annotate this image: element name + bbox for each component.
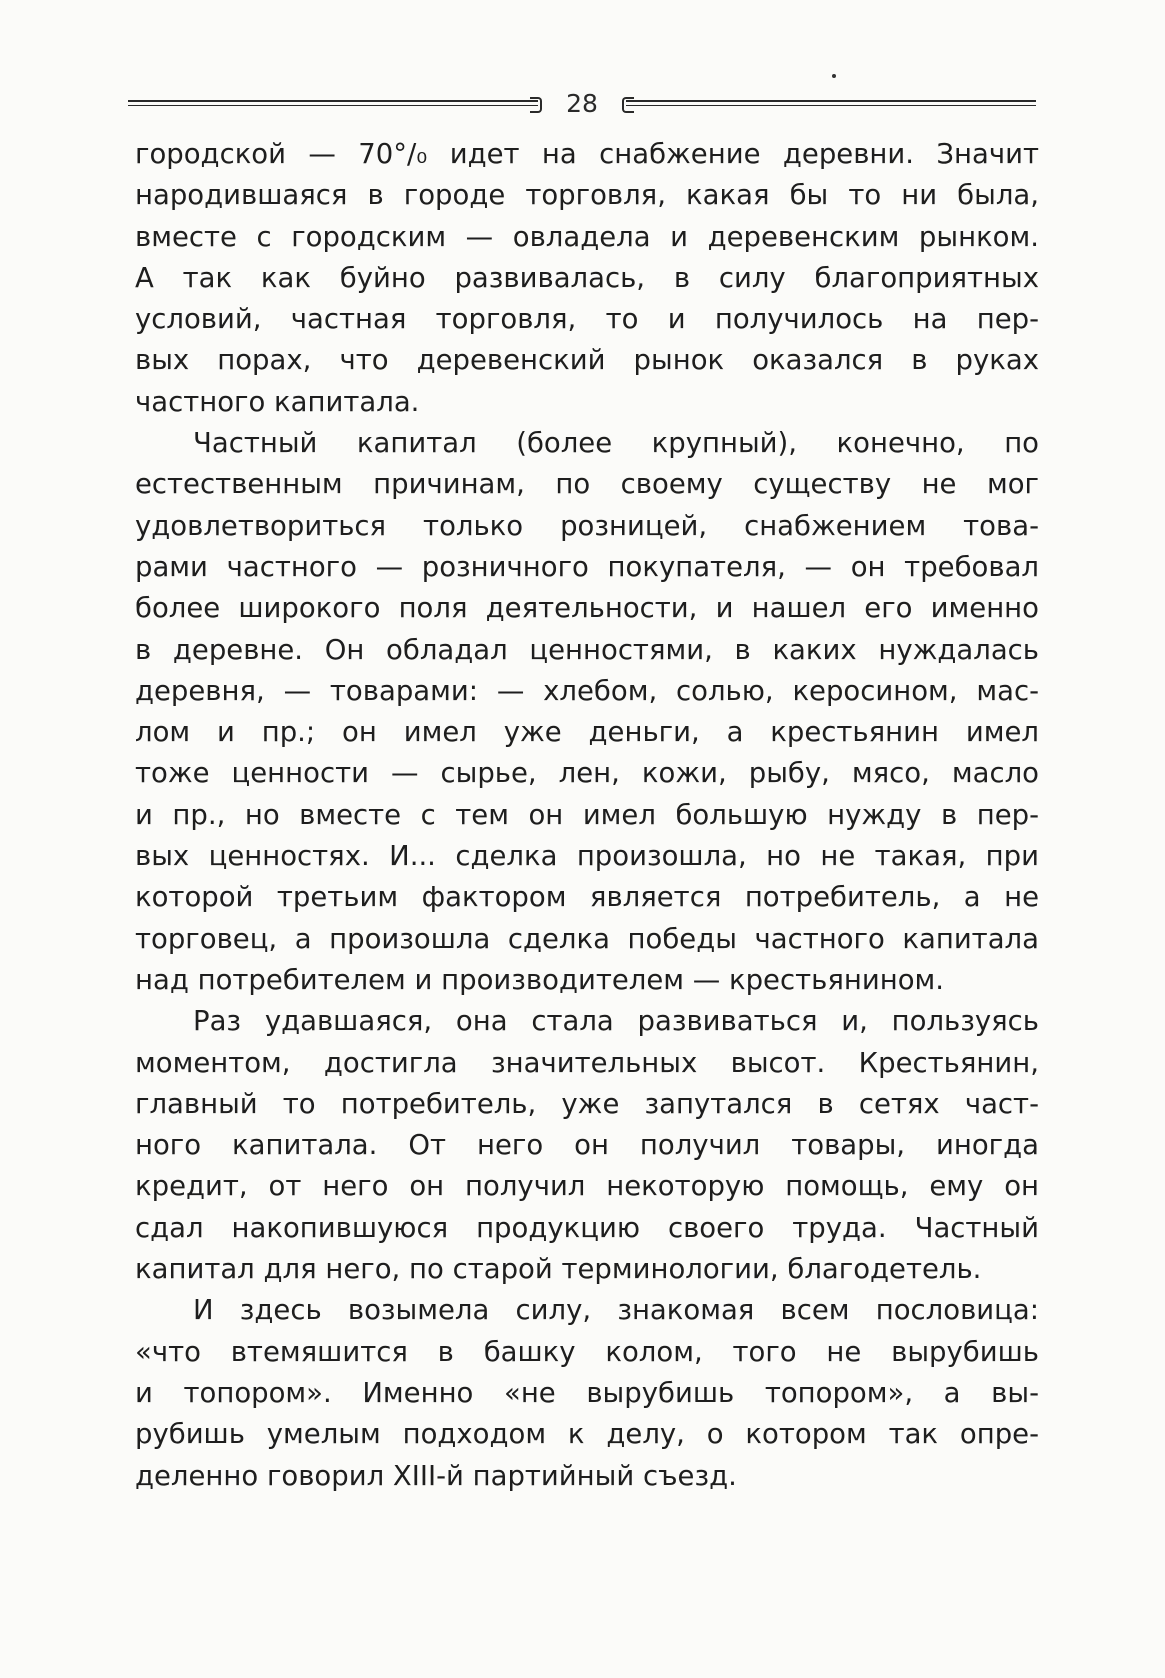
text-line: в деревне. Он обладал ценностями, в каких нуждалась	[135, 633, 1039, 666]
text-line: Частный капитал (более крупный), конечно, по	[193, 427, 1039, 460]
text-line: вых порах, что деревенский рынок оказался в руках	[135, 344, 1039, 377]
header-rule-left	[128, 100, 538, 108]
text-line: сдал накопившуюся продукцию своего труда. Частный	[135, 1211, 1039, 1244]
text-line: вых ценностях. И... сделка произошла, но не такая, при	[135, 840, 1039, 873]
print-speck	[832, 74, 836, 78]
text-line: торговец, а произошла сделка победы частного капитала	[135, 922, 1039, 955]
header-rule-right	[626, 100, 1036, 108]
body-text	[135, 134, 1039, 1497]
text-line: рубишь умелым подходом к делу, о котором так опре-	[135, 1418, 1039, 1451]
text-line: деревня, — товарами: — хлебом, солью, керосином, мас-	[135, 674, 1039, 707]
text-line: и пр., но вместе с тем он имел большую нужду в пер-	[135, 798, 1039, 831]
text-line: удовлетвориться только розницей, снабжением това-	[135, 509, 1039, 542]
text-line: моментом, достигла значительных высот. Крестьянин,	[135, 1046, 1039, 1079]
text-line: главный то потребитель, уже запутался в сетях част-	[135, 1087, 1039, 1120]
text-line: кредит, от него он получил некоторую помощь, ему он	[135, 1170, 1039, 1203]
paragraph-1	[135, 134, 1039, 423]
text-line: рами частного — розничного покупателя, — он требовал	[135, 550, 1039, 583]
text-line: тоже ценности — сырье, лен, кожи, рыбу, мясо, масло	[135, 757, 1039, 790]
text-line: более широкого поля деятельности, и нашел его именно	[135, 592, 1039, 625]
text-line: И здесь возымела силу, знакомая всем пословица:	[193, 1294, 1039, 1327]
text-line: «что втемяшится в башку колом, того не вырубишь	[135, 1335, 1039, 1368]
text-line: капитал для него, по старой терминологии, благодетель.	[135, 1253, 982, 1286]
paragraph-3	[135, 1001, 1039, 1290]
text-line: и топором». Именно «не вырубишь топором», а вы-	[135, 1376, 1039, 1409]
text-line: деленно говорил XIII-й партийный съезд.	[135, 1459, 737, 1492]
text-line: А так как буйно развивалась, в силу благоприятных	[135, 261, 1039, 294]
text-line: условий, частная торговля, то и получилось на пер-	[135, 303, 1039, 336]
text-line: которой третьим фактором является потребитель, а не	[135, 881, 1039, 914]
text-line: частного капитала.	[135, 385, 420, 418]
page-number: 28	[566, 89, 598, 118]
text-line: над потребителем и производителем — крестьянином.	[135, 963, 945, 996]
text-line: естественным причинам, по своему существу не мог	[135, 468, 1039, 501]
text-line: ного капитала. От него он получил товары, иногда	[135, 1129, 1039, 1162]
text-line: вместе с городским — овладела и деревенским рынком.	[135, 220, 1039, 253]
text-line: городской — 70°/₀ идет на снабжение деревни. Значит	[135, 138, 1039, 170]
text-line: лом и пр.; он имел уже деньги, а крестьянин имел	[135, 716, 1039, 749]
page-header	[128, 84, 1036, 124]
paragraph-4	[135, 1290, 1039, 1496]
text-line: Раз удавшаяся, она стала развиваться и, пользуясь	[193, 1005, 1039, 1038]
paragraph-2	[135, 423, 1039, 1001]
text-line: народившаяся в городе торговля, какая бы то ни была,	[135, 179, 1039, 212]
